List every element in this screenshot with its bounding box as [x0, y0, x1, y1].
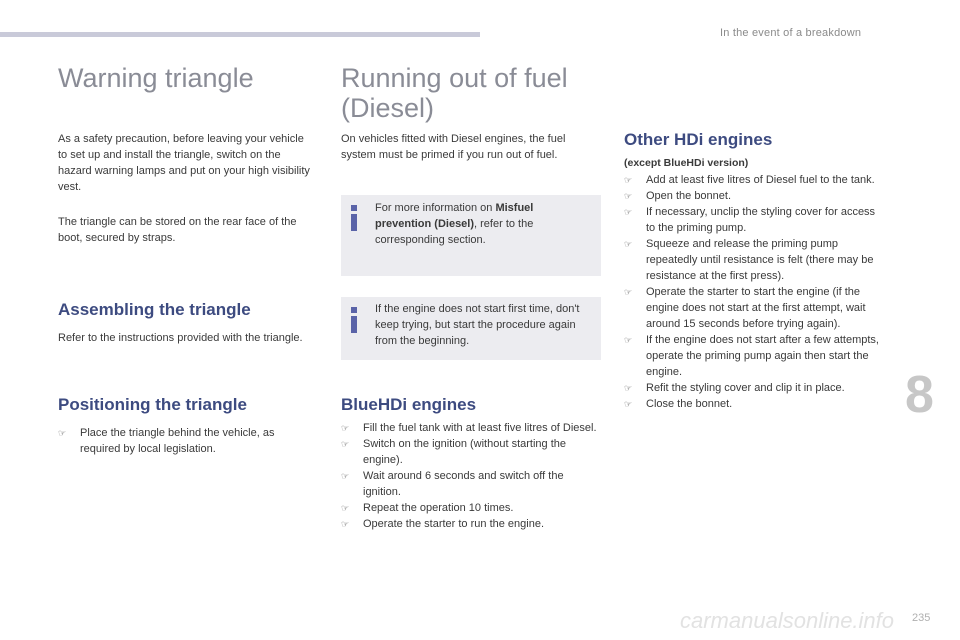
list-item: ☞ Operate the starter to run the engine. — [341, 518, 545, 530]
list-item: ☞ Place the triangle behind the vehicle, as required by local legislation. — [58, 427, 275, 455]
list-item: ☞ If necessary, unclip the styling cover for access to the priming pump. — [624, 206, 876, 234]
running-out-title-line1: Running out of fuel — [341, 63, 568, 93]
info-box-text: If the engine does not start first time, don't keep trying, but start the procedure again from the beginning. — [375, 303, 580, 347]
running-out-intro: On vehicles fitted with Diesel engines, the fuel system must be primed if you run out of fuel. — [341, 133, 566, 161]
pointing-finger-icon: ☞ — [341, 439, 350, 449]
other-hdi-title: Other HDi engines — [624, 130, 773, 149]
assembling-title: Assembling the triangle — [58, 300, 251, 319]
pointing-finger-icon: ☞ — [341, 471, 350, 481]
page-number: 235 — [912, 612, 931, 624]
pointing-finger-icon: ☞ — [624, 239, 633, 249]
warning-triangle-storage: The triangle can be stored on the rear face of the boot, secured by straps. — [58, 216, 297, 244]
chapter-number: 8 — [905, 366, 934, 424]
misfuel-link-text: Misfuel prevention (Diesel) — [375, 202, 534, 230]
pointing-finger-icon: ☞ — [624, 207, 633, 217]
list-item: ☞ Open the bonnet. — [624, 190, 732, 202]
info-box-text: For more information on Misfuel prevention (Diesel), refer to the corresponding section. — [375, 202, 534, 246]
pointing-finger-icon: ☞ — [624, 175, 633, 185]
section-header: In the event of a breakdown — [720, 27, 862, 39]
info-box-restart — [341, 297, 601, 360]
positioning-title: Positioning the triangle — [58, 395, 247, 414]
other-hdi-steps — [624, 172, 886, 412]
top-decorative-bar — [0, 32, 480, 37]
pointing-finger-icon: ☞ — [624, 399, 633, 409]
list-item: ☞ Add at least five litres of Diesel fuel to the tank. — [624, 174, 875, 186]
list-item: ☞ Switch on the ignition (without starting the engine). — [341, 438, 567, 466]
watermark: carmanualsonline.info — [680, 608, 895, 633]
positioning-list — [58, 425, 308, 457]
other-hdi-subtitle: (except BlueHDi version) — [624, 157, 749, 169]
pointing-finger-icon: ☞ — [624, 287, 633, 297]
info-icon — [351, 307, 357, 333]
pointing-finger-icon: ☞ — [341, 503, 350, 513]
pointing-finger-icon: ☞ — [341, 519, 350, 529]
list-item: ☞ Operate the starter to start the engine (if the engine does not start at the first attempt, wait around 15 seconds before trying again). — [624, 286, 866, 330]
pointing-finger-icon: ☞ — [624, 191, 633, 201]
assembling-text: Refer to the instructions provided with the triangle. — [58, 332, 303, 344]
list-item: ☞ If the engine does not start after a few attempts, operate the priming pump again then start the engine. — [624, 334, 879, 378]
list-item: ☞ Repeat the operation 10 times. — [341, 502, 514, 514]
info-icon — [351, 205, 357, 231]
pointing-finger-icon: ☞ — [341, 423, 350, 433]
pointing-finger-icon: ☞ — [624, 383, 633, 393]
info-box-misfuel — [341, 195, 601, 276]
warning-triangle-intro: As a safety precaution, before leaving your vehicle to set up and install the triangle, switch on the hazard warning lamps and put on your high visibility vest. — [58, 133, 310, 193]
list-item: ☞ Close the bonnet. — [624, 398, 733, 410]
running-out-title-line2: (Diesel) — [341, 93, 435, 123]
pointing-finger-icon: ☞ — [58, 428, 67, 438]
pointing-finger-icon: ☞ — [624, 335, 633, 345]
list-item: ☞ Wait around 6 seconds and switch off the ignition. — [341, 470, 564, 498]
list-item: ☞ Fill the fuel tank with at least five litres of Diesel. — [341, 422, 597, 434]
bluehdi-steps — [341, 420, 601, 532]
bluehdi-title: BlueHDi engines — [341, 395, 477, 414]
list-item: ☞ Squeeze and release the priming pump repeatedly until resistance is felt (there may be resistance at the first press). — [624, 238, 874, 282]
warning-triangle-title: Warning triangle — [58, 63, 254, 93]
list-item: ☞ Refit the styling cover and clip it in place. — [624, 382, 845, 394]
